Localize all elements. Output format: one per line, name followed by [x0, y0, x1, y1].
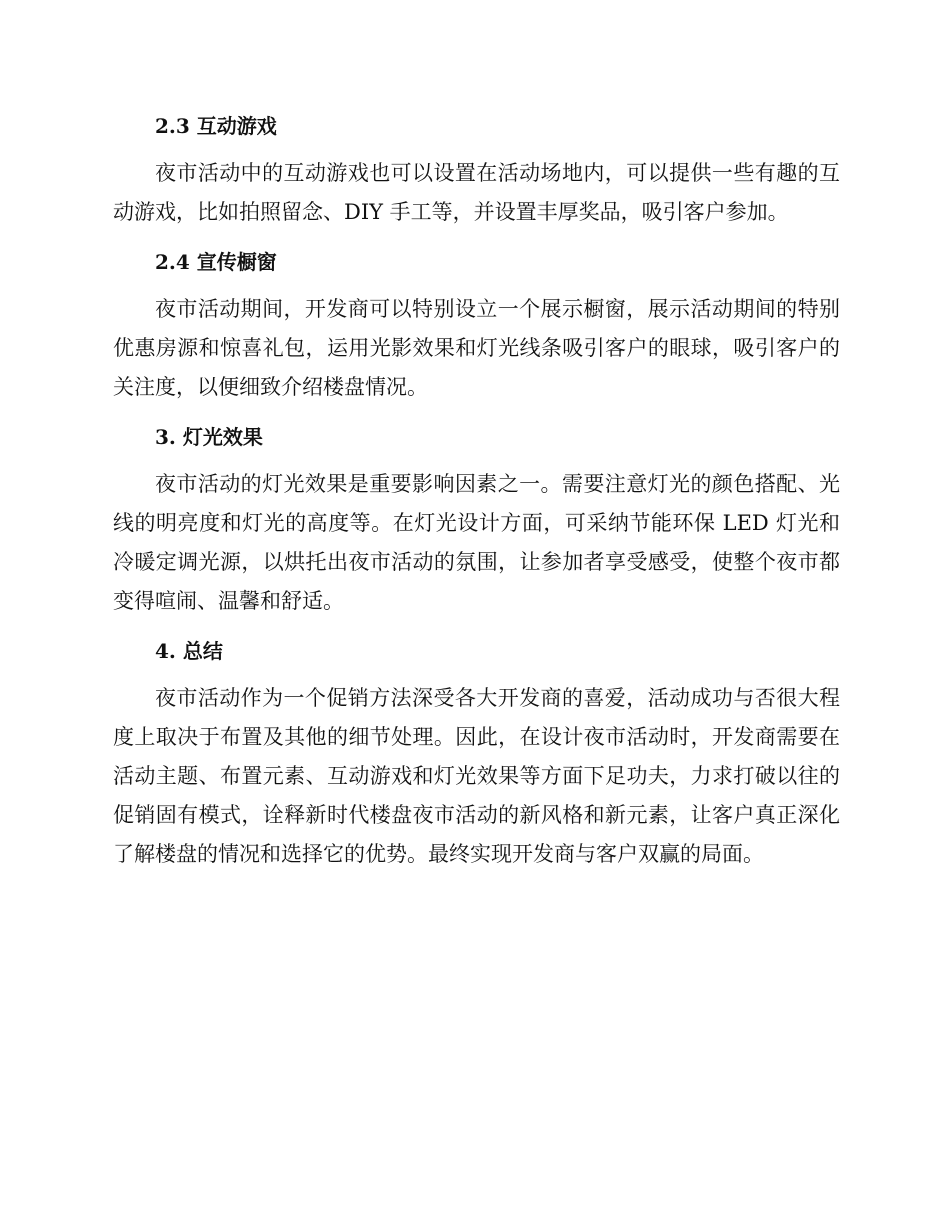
section-summary	[113, 633, 840, 874]
section-paragraph: 夜市活动作为一个促销方法深受各大开发商的喜爱，活动成功与否很大程度上取决于布置及其他的细节处理。因此，在设计夜市活动时，开发商需要在活动主题、布置元素、互动游戏和灯光效果等方面下足功夫，力求打破以往的促销固有模式，诠释新时代楼盘夜市活动的新风格和新元素，让客户真正深化了解楼盘的情况和选择它的优势。最终实现开发商与客户双赢的局面。	[113, 686, 840, 866]
document-body	[113, 108, 840, 886]
section-promo-window	[113, 244, 840, 407]
section-interactive-games	[113, 108, 840, 232]
section-heading: 4. 总结	[155, 639, 223, 663]
section-heading: 2.4 宣传橱窗	[155, 250, 277, 274]
section-heading: 3. 灯光效果	[155, 425, 263, 449]
section-paragraph: 夜市活动期间，开发商可以特别设立一个展示橱窗，展示活动期间的特别优惠房源和惊喜礼包，运用光影效果和灯光线条吸引客户的眼球，吸引客户的关注度，以便细致介绍楼盘情况。	[113, 297, 840, 399]
section-paragraph: 夜市活动的灯光效果是重要影响因素之一。需要注意灯光的颜色搭配、光线的明亮度和灯光的高度等。在灯光设计方面，可采纳节能环保 LED 灯光和冷暖定调光源，以烘托出夜市活动的氛围，让参加者享受感受，使整个夜市都变得喧闹、温馨和舒适。	[113, 472, 840, 613]
section-lighting-effects	[113, 419, 840, 621]
section-paragraph: 夜市活动中的互动游戏也可以设置在活动场地内，可以提供一些有趣的互动游戏，比如拍照留念、DIY 手工等，并设置丰厚奖品，吸引客户参加。	[113, 161, 840, 224]
section-heading: 2.3 互动游戏	[155, 114, 277, 138]
